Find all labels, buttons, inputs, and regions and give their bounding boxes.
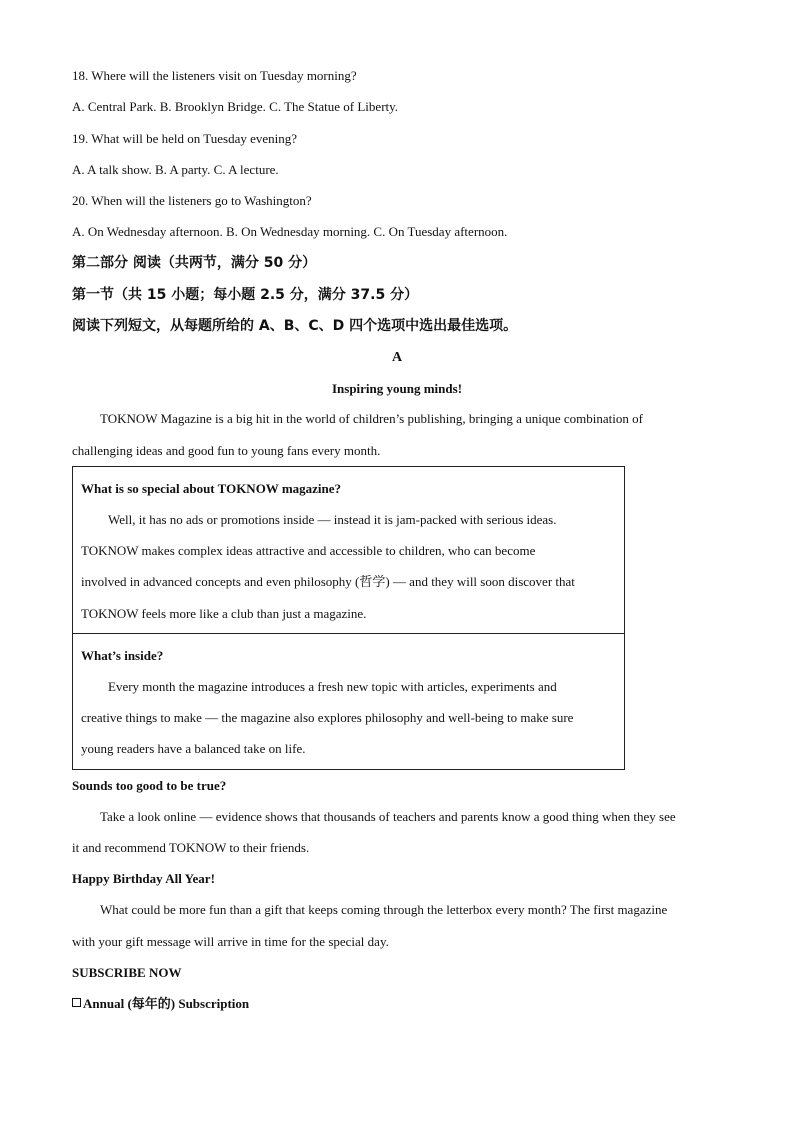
passage-title: Inspiring young minds!	[331, 381, 463, 396]
heading-too-good: Sounds too good to be true?	[72, 778, 227, 793]
intro-line-1: TOKNOW Magazine is a big hit in the world of children’s publishing, bringing a unique combination of	[100, 411, 643, 426]
box-special-heading: What is so special about TOKNOW magazine?	[81, 481, 342, 496]
question-18-options: A. Central Park. B. Brooklyn Bridge. C. The Statue of Liberty.	[72, 99, 399, 114]
too-good-line-2: it and recommend TOKNOW to their friends.	[72, 840, 310, 855]
passage-letter: A	[391, 350, 403, 365]
box-inside-line-2: creative things to make — the magazine also explores philosophy and well-being to make sure	[81, 710, 574, 725]
box-special-line-2: TOKNOW makes complex ideas attractive and accessible to children, who can become	[81, 543, 536, 558]
subscribe-heading: SUBSCRIBE NOW	[72, 965, 182, 980]
annual-subscription-option[interactable]	[72, 996, 249, 1012]
question-19-options: A. A talk show. B. A party. C. A lecture.	[72, 162, 279, 177]
intro-line-2: challenging ideas and good fun to young fans every month.	[72, 443, 381, 458]
box-special-line-1: Well, it has no ads or promotions inside — instead it is jam-packed with serious ideas.	[108, 512, 557, 527]
box-inside-heading: What’s inside?	[81, 648, 164, 663]
info-box-special	[72, 466, 625, 634]
reading-instruction: 阅读下列短文，从每题所给的 A、B、C、D 四个选项中选出最佳选项。	[72, 318, 518, 334]
box-special-line-3: involved in advanced concepts and even philosophy (哲学) — and they will soon discover that	[81, 574, 575, 589]
section1-heading: 第一节（共 15 小题；每小题 2.5 分，满分 37.5 分）	[72, 287, 419, 303]
box-inside-line-3: young readers have a balanced take on life.	[81, 741, 306, 756]
question-20-options: A. On Wednesday afternoon. B. On Wednesday morning. C. On Tuesday afternoon.	[72, 224, 508, 239]
heading-birthday: Happy Birthday All Year!	[72, 871, 215, 886]
annual-subscription-label: Annual (每年的) Subscription	[83, 996, 250, 1011]
checkbox-icon[interactable]	[72, 998, 81, 1007]
box-special-line-4: TOKNOW feels more like a club than just a magazine.	[81, 606, 367, 621]
question-19: 19. What will be held on Tuesday evening?	[72, 131, 298, 146]
birthday-line-1: What could be more fun than a gift that keeps coming through the letterbox every month? The first magazine	[100, 902, 668, 917]
info-box-inside	[72, 633, 625, 770]
box-inside-line-1: Every month the magazine introduces a fresh new topic with articles, experiments and	[108, 679, 557, 694]
birthday-line-2: with your gift message will arrive in time for the special day.	[72, 934, 389, 949]
question-20: 20. When will the listeners go to Washington?	[72, 193, 312, 208]
part2-heading: 第二部分 阅读（共两节，满分 50 分）	[72, 255, 317, 271]
too-good-line-1: Take a look online — evidence shows that thousands of teachers and parents know a good thing when they see	[100, 809, 676, 824]
question-18: 18. Where will the listeners visit on Tuesday morning?	[72, 68, 357, 83]
